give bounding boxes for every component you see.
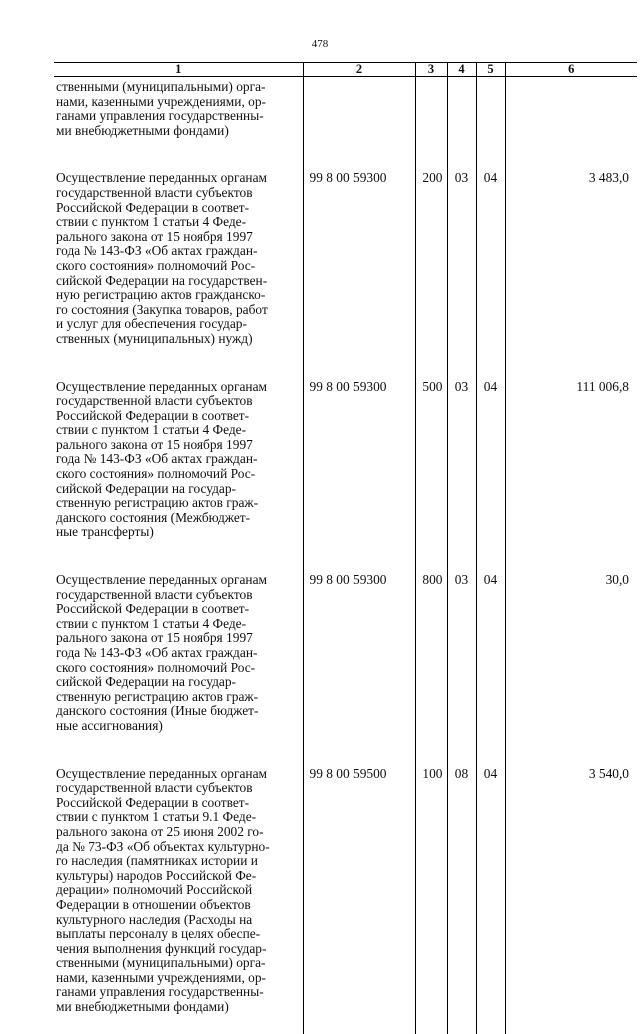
row-col3: 800 [415,559,447,753]
row-col3: 200 [415,157,447,365]
row-col4: 03 [447,366,476,560]
table-row [54,77,637,158]
row-col3: 100 [415,753,447,1034]
row-description: Осуществление переданных органам государственной власти субъектов Российской Федерации в соответ- ствии с пунктом 1 статьи 4 Феде- рального закона от 15 ноября 1997 года № 143-ФЗ «Об актах граждан- ского состояния» полномочий Рос- сийской Федерации на государ- ственную регистрацию актов граж- данского состояния (Межбюджет- ные трансферты) [56,378,268,540]
table-row [54,157,637,365]
column-header-5: 5 [476,63,505,77]
table-row [54,366,637,560]
column-header-2: 2 [303,63,415,77]
row-description: ственными (муниципальными) орга- нами, казенными учреждениями, ор- ганами управления государственны- ми внебюджетными фондами) [56,79,266,138]
column-header-1: 1 [54,63,303,77]
column-header-3: 3 [415,63,447,77]
row-amount: 30,0 [505,559,637,753]
row-col3: 500 [415,366,447,560]
row-col5: 04 [476,753,505,1034]
row-col4: 03 [447,157,476,365]
row-amount: 3 540,0 [505,753,637,1034]
row-col4: 03 [447,559,476,753]
row-amount [505,77,637,158]
row-col5: 04 [476,559,505,753]
row-code: 99 8 00 59300 [303,157,415,365]
row-amount: 111 006,8 [505,366,637,560]
row-code: 99 8 00 59500 [303,753,415,1034]
row-amount: 3 483,0 [505,157,637,365]
row-col3 [415,77,447,158]
row-description: Осуществление переданных органам государственной власти субъектов Российской Федерации в соответ- ствии с пунктом 1 статьи 9.1 Феде- рального закона от 25 июня 2002 го- да № 73-ФЗ «Об объектах культурно- го наследия (памятниках истории и культуры) народов Российской Фе- дерации» полномочий Российской Федерации в отношении объектов культурного наследия (Расходы на выплаты персоналу в целях обеспе- чения выполнения функций государ- ственными (муниципальными) орга- нами, казенными учреждениями, ор- ганами управления государственны- ми внебюджетными фондами) [56,765,270,1015]
row-description: Осуществление переданных органам государственной власти субъектов Российской Федерации в соответ- ствии с пунктом 1 статьи 4 Феде- рального закона от 15 ноября 1997 года № 143-ФЗ «Об актах граждан- ского состояния» полномочий Рос- сийской Федерации на государствен- ную регистрацию актов гражданско- го состояния (Закупка товаров, работ и услуг для обеспечения государ- ственных (муниципальных) нужд) [56,170,268,346]
table-row [54,753,637,1034]
row-description: Осуществление переданных органам государственной власти субъектов Российской Федерации в соответ- ствии с пунктом 1 статьи 4 Феде- рального закона от 15 ноября 1997 года № 143-ФЗ «Об актах граждан- ского состояния» полномочий Рос- сийской Федерации на государ- ственную регистрацию актов граж- данского состояния (Иные бюджет- ные ассигнования) [56,572,268,733]
row-col4: 08 [447,753,476,1034]
row-code: 99 8 00 59300 [303,366,415,560]
row-col5: 04 [476,157,505,365]
column-header-4: 4 [447,63,476,77]
row-col5: 04 [476,366,505,560]
row-col5 [476,77,505,158]
table-header-row [54,63,637,77]
page-number: 478 [311,38,329,50]
row-col4 [447,77,476,158]
budget-table [54,62,637,1034]
table-row [54,559,637,753]
row-code: 99 8 00 59300 [303,559,415,753]
row-code [303,77,415,158]
column-header-6: 6 [505,63,637,77]
